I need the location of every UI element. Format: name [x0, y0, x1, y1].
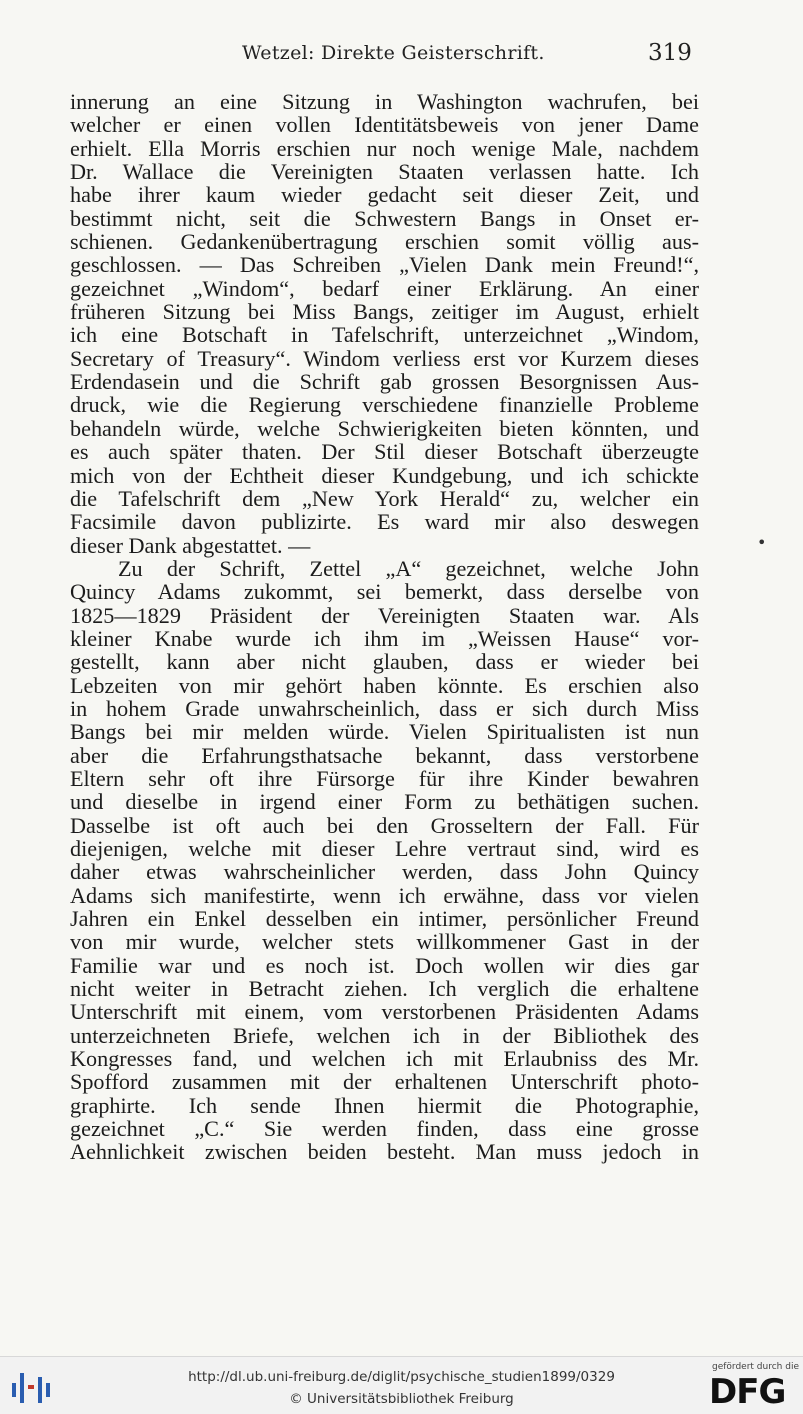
- text-line: ich eine Botschaft in Tafelschrift, unterzeichnet „Windom,: [70, 322, 699, 348]
- text-line: Spofford zusammen mit der erhaltenen Unterschrift photo-: [70, 1069, 699, 1095]
- viewer-footer: [0, 1356, 803, 1414]
- text-line: unterzeichneten Briefe, welchen ich in der Bibliothek des: [70, 1022, 699, 1048]
- text-line: Jahren ein Enkel desselben ein intimer, persönlicher Freund: [70, 906, 699, 932]
- text-line: Dr. Wallace die Vereinigten Staaten verlassen hatte. Ich: [70, 159, 699, 185]
- dfg-logo: [705, 1362, 799, 1412]
- text-line: Erdendasein und die Schrift gab grossen Besorgnissen Aus-: [70, 369, 699, 395]
- text-line: bestimmt nicht, seit die Schwestern Bangs in Onset er-: [70, 205, 699, 231]
- text-line: Secretary of Treasury“. Windom verliess erst vor Kurzem dieses: [70, 345, 699, 371]
- text-line: Facsimile davon publizirte. Es ward mir also deswegen: [70, 509, 699, 535]
- text-line: Bangs bei mir melden würde. Vielen Spiritualisten ist nun: [70, 719, 699, 745]
- text-line: in hohem Grade unwahrscheinlich, dass er sich durch Miss: [70, 695, 699, 721]
- body-text: [70, 90, 699, 1164]
- dfg-logo-text: DFG: [709, 1372, 786, 1412]
- copyright-text: © Universitätsbibliothek Freiburg: [289, 1391, 514, 1407]
- text-line: Quincy Adams zukommt, sei bemerkt, dass derselbe von: [70, 579, 699, 605]
- text-line: von mir wurde, welcher stets willkommener Gast in der: [70, 929, 699, 955]
- text-line: die Tafelschrift dem „New York Herald“ zu, welcher ein: [70, 485, 699, 511]
- text-line: 1825—1829 Präsident der Vereinigten Staaten war. Als: [70, 602, 699, 628]
- text-line: habe ihrer kaum wieder gedacht seit dieser Zeit, und: [70, 182, 699, 208]
- text-line: schienen. Gedankenübertragung erschien somit völlig aus-: [70, 229, 699, 255]
- text-line: kleiner Knabe wurde ich ihm im „Weissen Hause“ vor-: [70, 625, 699, 651]
- text-line: Familie war und es noch ist. Doch wollen wir dies gar: [70, 952, 699, 978]
- text-line: Kongresses fand, und welchen ich mit Erlaubniss des Mr.: [70, 1046, 699, 1072]
- text-line: diejenigen, welche mit dieser Lehre vertraut sind, wird es: [70, 836, 699, 861]
- text-line: gestellt, kann aber nicht glauben, dass er wieder bei: [70, 649, 699, 675]
- page-number: 319: [648, 40, 692, 66]
- margin-mark: •: [757, 533, 767, 552]
- text-line: nicht weiter in Betracht ziehen. Ich verglich die erhaltene: [70, 976, 699, 1002]
- text-line: Dasselbe ist oft auch bei den Grosseltern der Fall. Für: [70, 812, 699, 838]
- text-line: Adams sich manifestirte, wenn ich erwähne, dass vor vielen: [70, 882, 699, 908]
- text-line: Eltern sehr oft ihre Fürsorge für ihre Kinder bewahren: [70, 765, 699, 791]
- text-line: Unterschrift mit einem, vom verstorbenen Präsidenten Adams: [70, 999, 699, 1025]
- running-title: Wetzel: Direkte Geisterschrift.: [242, 42, 545, 64]
- document-url-link[interactable]: http://dl.ub.uni-freiburg.de/diglit/psychische_studien1899/0329: [188, 1369, 615, 1385]
- text-line: innerung an eine Sitzung in Washington wachrufen, bei: [70, 89, 699, 114]
- text-line: erhielt. Ella Morris erschien nur noch wenige Male, nachdem: [70, 135, 699, 161]
- text-line: Lebzeiten von mir gehört haben könnte. Es erschien also: [70, 672, 699, 698]
- text-line: druck, wie die Regierung verschiedene finanzielle Probleme: [70, 392, 699, 418]
- text-line: früheren Sitzung bei Miss Bangs, zeitiger im August, erhielt: [70, 299, 699, 325]
- text-line: geschlossen. — Das Schreiben „Vielen Dank mein Freund!“,: [70, 252, 699, 278]
- text-line: und dieselbe in irgend einer Form zu bethätigen suchen.: [70, 789, 699, 815]
- text-line: daher etwas wahrscheinlicher werden, dass John Quincy: [70, 859, 699, 885]
- page-header: [0, 42, 803, 72]
- text-line: gezeichnet „C.“ Sie werden finden, dass eine grosse: [70, 1116, 699, 1142]
- text-line: aber die Erfahrungsthatsache bekannt, dass verstorbene: [70, 742, 699, 768]
- text-line: welcher er einen vollen Identitätsbeweis von jener Dame: [70, 112, 699, 138]
- text-line: mich von der Echtheit dieser Kundgebung, und ich schickte: [70, 462, 699, 488]
- text-line: es auch später thaten. Der Stil dieser Botschaft überzeugte: [70, 439, 699, 465]
- text-line: gezeichnet „Windom“, bedarf einer Erklärung. An einer: [70, 275, 699, 301]
- text-line: graphirte. Ich sende Ihnen hiermit die Photographie,: [70, 1092, 699, 1118]
- text-line: behandeln würde, welche Schwierigkeiten bieten könnten, und: [70, 415, 699, 441]
- dfg-caption: gefördert durch die: [712, 1362, 799, 1372]
- text-line: dieser Dank abgestattet. —: [70, 532, 311, 558]
- text-line: Zu der Schrift, Zettel „A“ gezeichnet, welche John: [118, 555, 699, 581]
- text-line: Aehnlichkeit zwischen beiden besteht. Man muss jedoch in: [70, 1139, 699, 1165]
